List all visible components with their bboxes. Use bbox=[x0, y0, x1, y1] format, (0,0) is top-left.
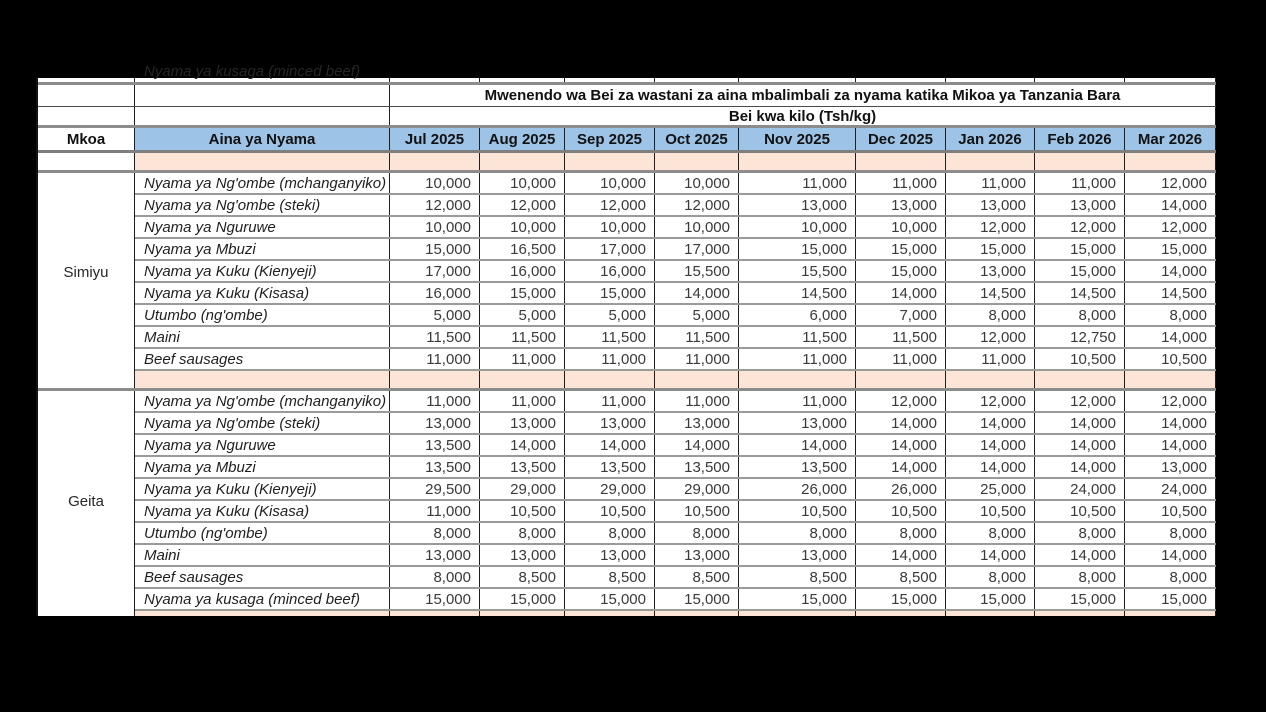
column-header-month[interactable]: Dec 2025 bbox=[856, 128, 946, 150]
price-cell[interactable]: 14,000 bbox=[565, 435, 655, 455]
price-cell[interactable]: 10,500 bbox=[856, 501, 946, 521]
price-cell[interactable]: 11,000 bbox=[390, 391, 480, 411]
meat-name-cell[interactable]: Nyama ya Mbuzi bbox=[135, 457, 390, 477]
price-cell[interactable]: 13,000 bbox=[390, 545, 480, 565]
price-cell[interactable]: 10,500 bbox=[946, 501, 1035, 521]
meat-name-cell[interactable]: Nyama ya Ng'ombe (mchanganyiko) bbox=[135, 173, 390, 193]
price-cell[interactable]: 15,000 bbox=[480, 283, 565, 303]
clipped-cell bbox=[1035, 78, 1125, 82]
price-cell[interactable]: 10,000 bbox=[655, 217, 739, 237]
price-cell[interactable]: 12,000 bbox=[1125, 391, 1216, 411]
price-cell[interactable]: 29,000 bbox=[480, 479, 565, 499]
spacer-region-cell bbox=[38, 371, 135, 388]
table-row bbox=[135, 523, 1216, 545]
price-cell[interactable]: 14,000 bbox=[946, 545, 1035, 565]
price-cell[interactable]: 15,000 bbox=[946, 239, 1035, 259]
price-cell[interactable]: 13,500 bbox=[565, 457, 655, 477]
table-title: Mwenendo wa Bei za wastani za aina mbalimbali za nyama katika Mikoa ya Tanzania Bara bbox=[390, 85, 1216, 106]
price-cell[interactable]: 15,000 bbox=[1035, 261, 1125, 281]
clipped-cell bbox=[1125, 611, 1216, 616]
price-cell[interactable]: 11,000 bbox=[739, 349, 856, 369]
meat-name-cell[interactable]: Nyama ya Nguruwe bbox=[135, 217, 390, 237]
price-cell[interactable]: 13,000 bbox=[565, 413, 655, 433]
price-cell[interactable]: 26,000 bbox=[856, 479, 946, 499]
price-cell[interactable]: 10,500 bbox=[655, 501, 739, 521]
price-cell[interactable]: 17,000 bbox=[655, 239, 739, 259]
price-cell[interactable]: 13,000 bbox=[480, 413, 565, 433]
price-cell[interactable]: 8,000 bbox=[1035, 523, 1125, 543]
price-cell[interactable]: 11,500 bbox=[856, 327, 946, 347]
price-cell[interactable]: 11,000 bbox=[946, 173, 1035, 193]
price-table bbox=[36, 63, 1216, 616]
price-cell[interactable]: 14,000 bbox=[739, 435, 856, 455]
price-cell[interactable]: 10,000 bbox=[390, 217, 480, 237]
clipped-region-cell bbox=[38, 78, 135, 82]
price-cell[interactable]: 8,000 bbox=[946, 523, 1035, 543]
spacer-cell bbox=[856, 371, 946, 388]
price-cell[interactable]: 13,000 bbox=[565, 545, 655, 565]
clipped-cell bbox=[856, 78, 946, 82]
price-cell[interactable]: 14,000 bbox=[1125, 413, 1216, 433]
price-cell[interactable]: 16,000 bbox=[480, 261, 565, 281]
price-cell[interactable]: 11,500 bbox=[655, 327, 739, 347]
price-cell[interactable]: 12,000 bbox=[946, 217, 1035, 237]
meat-name-cell[interactable]: Utumbo (ng'ombe) bbox=[135, 305, 390, 325]
spacer-cell bbox=[390, 153, 480, 170]
price-cell[interactable]: 8,500 bbox=[739, 567, 856, 587]
meat-name-cell[interactable]: Nyama ya Kuku (Kienyeji) bbox=[135, 261, 390, 281]
table-row bbox=[135, 501, 1216, 523]
spacer-cell bbox=[135, 153, 390, 170]
column-header-month[interactable]: Mar 2026 bbox=[1125, 128, 1216, 150]
price-cell[interactable]: 8,000 bbox=[390, 567, 480, 587]
price-cell[interactable]: 16,000 bbox=[565, 261, 655, 281]
clipped-cell bbox=[946, 78, 1035, 82]
price-cell[interactable]: 15,500 bbox=[739, 261, 856, 281]
spacer-cell bbox=[655, 153, 739, 170]
price-cell[interactable]: 14,000 bbox=[1125, 435, 1216, 455]
table-row bbox=[135, 305, 1216, 327]
price-cell[interactable]: 13,500 bbox=[390, 457, 480, 477]
price-cell[interactable]: 13,500 bbox=[390, 435, 480, 455]
price-cell[interactable]: 8,500 bbox=[480, 567, 565, 587]
spacer-cell bbox=[565, 153, 655, 170]
clipped-cell bbox=[390, 78, 480, 82]
price-cell[interactable]: 10,500 bbox=[1125, 349, 1216, 369]
price-cell[interactable]: 14,500 bbox=[1125, 283, 1216, 303]
price-cell[interactable]: 12,000 bbox=[1035, 391, 1125, 411]
price-cell[interactable]: 8,000 bbox=[856, 523, 946, 543]
price-cell[interactable]: 13,000 bbox=[655, 413, 739, 433]
price-cell[interactable]: 13,000 bbox=[739, 195, 856, 215]
spacer-region-cell bbox=[38, 153, 135, 170]
price-cell[interactable]: 12,000 bbox=[856, 391, 946, 411]
meat-name-cell[interactable]: Utumbo (ng'ombe) bbox=[135, 523, 390, 543]
price-cell[interactable]: 14,000 bbox=[1125, 545, 1216, 565]
price-cell[interactable]: 11,500 bbox=[390, 327, 480, 347]
price-cell[interactable]: 8,500 bbox=[565, 567, 655, 587]
clipped-cell bbox=[1125, 78, 1216, 82]
clipped-region-cell bbox=[38, 611, 135, 616]
price-cell[interactable]: 12,000 bbox=[655, 195, 739, 215]
clipped-row-bottom bbox=[38, 611, 1216, 616]
price-cell[interactable]: 13,500 bbox=[655, 457, 739, 477]
spacer-cell bbox=[1125, 153, 1216, 170]
spacer-row bbox=[38, 153, 1216, 173]
price-cell[interactable]: 14,500 bbox=[739, 283, 856, 303]
subtitle-row bbox=[38, 107, 1216, 128]
header-row bbox=[38, 128, 1216, 153]
price-cell[interactable]: 11,000 bbox=[856, 349, 946, 369]
price-cell[interactable]: 15,000 bbox=[390, 239, 480, 259]
region-rows bbox=[135, 173, 1216, 371]
price-cell[interactable]: 13,000 bbox=[856, 195, 946, 215]
clipped-cell bbox=[1035, 611, 1125, 616]
price-cell[interactable]: 10,000 bbox=[565, 217, 655, 237]
price-cell[interactable]: 14,000 bbox=[856, 435, 946, 455]
price-cell[interactable]: 5,000 bbox=[655, 305, 739, 325]
price-cell[interactable]: 12,000 bbox=[946, 327, 1035, 347]
price-cell[interactable]: 14,000 bbox=[856, 545, 946, 565]
price-cell[interactable]: 14,000 bbox=[856, 413, 946, 433]
price-cell[interactable]: 10,000 bbox=[655, 173, 739, 193]
price-cell[interactable]: 10,000 bbox=[390, 173, 480, 193]
column-header-month[interactable]: Aug 2025 bbox=[480, 128, 565, 150]
table-row bbox=[135, 217, 1216, 239]
price-cell[interactable]: 13,000 bbox=[946, 261, 1035, 281]
meat-name-cell[interactable]: Nyama ya Kuku (Kisasa) bbox=[135, 501, 390, 521]
price-cell[interactable]: 10,500 bbox=[565, 501, 655, 521]
price-cell[interactable]: 11,000 bbox=[655, 391, 739, 411]
spacer-row bbox=[38, 371, 1216, 391]
table-row bbox=[135, 239, 1216, 261]
price-cell[interactable]: 8,000 bbox=[1035, 305, 1125, 325]
price-cell[interactable]: 12,000 bbox=[390, 195, 480, 215]
price-cell[interactable]: 14,000 bbox=[946, 457, 1035, 477]
price-cell[interactable]: 15,000 bbox=[565, 589, 655, 609]
price-cell[interactable]: 8,000 bbox=[390, 523, 480, 543]
price-cell[interactable]: 15,000 bbox=[739, 589, 856, 609]
price-cell[interactable]: 11,000 bbox=[390, 349, 480, 369]
price-cell[interactable]: 14,000 bbox=[1125, 261, 1216, 281]
meat-name-cell[interactable]: Nyama ya Kuku (Kienyeji) bbox=[135, 479, 390, 499]
table-row bbox=[135, 349, 1216, 371]
table-row bbox=[135, 391, 1216, 413]
meat-name-cell[interactable]: Maini bbox=[135, 545, 390, 565]
price-cell[interactable]: 8,000 bbox=[1125, 305, 1216, 325]
empty-cell[interactable] bbox=[38, 85, 135, 106]
price-cell[interactable]: 15,000 bbox=[856, 261, 946, 281]
price-cell[interactable]: 10,500 bbox=[480, 501, 565, 521]
column-header-month[interactable]: Jul 2025 bbox=[390, 128, 480, 150]
clipped-row-top bbox=[38, 63, 1216, 85]
spacer-cell bbox=[946, 153, 1035, 170]
price-cell[interactable]: 13,000 bbox=[739, 545, 856, 565]
price-cell[interactable]: 25,000 bbox=[946, 479, 1035, 499]
spacer-cell bbox=[1035, 153, 1125, 170]
price-cell[interactable]: 24,000 bbox=[1035, 479, 1125, 499]
table-subtitle: Bei kwa kilo (Tsh/kg) bbox=[390, 107, 1216, 125]
price-cell[interactable]: 15,500 bbox=[655, 261, 739, 281]
table-row bbox=[135, 195, 1216, 217]
price-cell[interactable]: 5,000 bbox=[565, 305, 655, 325]
table-row bbox=[135, 173, 1216, 195]
column-header-month[interactable]: Nov 2025 bbox=[739, 128, 856, 150]
meat-name-cell[interactable]: Nyama ya Ng'ombe (steki) bbox=[135, 195, 390, 215]
price-cell[interactable]: 13,000 bbox=[1035, 195, 1125, 215]
spacer-cell bbox=[655, 371, 739, 388]
table-row bbox=[135, 589, 1216, 611]
clipped-cell bbox=[739, 611, 856, 616]
price-cell[interactable]: 8,000 bbox=[565, 523, 655, 543]
price-cell[interactable]: 8,000 bbox=[1035, 567, 1125, 587]
price-cell[interactable]: 15,000 bbox=[1035, 239, 1125, 259]
meat-name-cell[interactable]: Nyama ya Ng'ombe (steki) bbox=[135, 413, 390, 433]
clipped-cell bbox=[390, 611, 480, 616]
table-row bbox=[135, 567, 1216, 589]
table-row bbox=[135, 261, 1216, 283]
price-cell[interactable]: 10,000 bbox=[480, 173, 565, 193]
price-cell[interactable]: 26,000 bbox=[739, 479, 856, 499]
price-cell[interactable]: 8,000 bbox=[946, 305, 1035, 325]
price-cell[interactable]: 13,500 bbox=[739, 457, 856, 477]
spacer-cell bbox=[739, 371, 856, 388]
table-row bbox=[135, 283, 1216, 305]
price-cell[interactable]: 29,000 bbox=[565, 479, 655, 499]
price-cell[interactable]: 11,500 bbox=[565, 327, 655, 347]
price-cell[interactable]: 10,000 bbox=[856, 217, 946, 237]
price-cell[interactable]: 15,000 bbox=[856, 589, 946, 609]
meat-name-cell[interactable]: Beef sausages bbox=[135, 567, 390, 587]
price-cell[interactable]: 13,000 bbox=[1125, 457, 1216, 477]
price-cell[interactable]: 12,000 bbox=[480, 195, 565, 215]
meat-name-cell[interactable]: Beef sausages bbox=[135, 349, 390, 369]
price-cell[interactable]: 14,000 bbox=[856, 283, 946, 303]
price-cell[interactable]: 13,000 bbox=[655, 545, 739, 565]
meat-name-cell[interactable]: Nyama ya Nguruwe bbox=[135, 435, 390, 455]
meat-name-cell[interactable]: Maini bbox=[135, 327, 390, 347]
clipped-cell bbox=[946, 611, 1035, 616]
clipped-cell bbox=[565, 78, 655, 82]
price-cell[interactable]: 15,000 bbox=[1125, 239, 1216, 259]
price-cell[interactable]: 15,000 bbox=[856, 239, 946, 259]
meat-name-cell[interactable]: Nyama ya Mbuzi bbox=[135, 239, 390, 259]
price-cell[interactable]: 11,000 bbox=[565, 391, 655, 411]
price-cell[interactable]: 10,500 bbox=[1035, 349, 1125, 369]
price-cell[interactable]: 10,500 bbox=[1035, 501, 1125, 521]
price-cell[interactable]: 15,000 bbox=[655, 589, 739, 609]
price-cell[interactable]: 5,000 bbox=[390, 305, 480, 325]
spacer-cell bbox=[946, 371, 1035, 388]
clipped-cell bbox=[655, 611, 739, 616]
price-cell[interactable]: 11,500 bbox=[480, 327, 565, 347]
price-cell[interactable]: 5,000 bbox=[480, 305, 565, 325]
table-row bbox=[135, 413, 1216, 435]
price-cell[interactable]: 11,000 bbox=[856, 173, 946, 193]
price-cell[interactable]: 17,000 bbox=[565, 239, 655, 259]
price-cell[interactable]: 8,500 bbox=[655, 567, 739, 587]
price-cell[interactable]: 14,000 bbox=[1035, 413, 1125, 433]
price-cell[interactable]: 10,000 bbox=[480, 217, 565, 237]
price-cell[interactable]: 12,000 bbox=[1035, 217, 1125, 237]
price-cell[interactable]: 12,000 bbox=[1125, 217, 1216, 237]
table-row bbox=[135, 545, 1216, 567]
price-cell[interactable]: 15,000 bbox=[1035, 589, 1125, 609]
column-header-month[interactable]: Oct 2025 bbox=[655, 128, 739, 150]
price-cell[interactable]: 11,000 bbox=[739, 391, 856, 411]
column-header-month[interactable]: Sep 2025 bbox=[565, 128, 655, 150]
price-cell[interactable]: 15,000 bbox=[739, 239, 856, 259]
price-cell[interactable]: 11,000 bbox=[946, 349, 1035, 369]
clipped-cell bbox=[739, 78, 856, 82]
clipped-cell bbox=[565, 611, 655, 616]
empty-cell[interactable] bbox=[38, 107, 135, 125]
price-cell[interactable]: 12,750 bbox=[1035, 327, 1125, 347]
price-cell[interactable]: 8,500 bbox=[856, 567, 946, 587]
spacer-cell bbox=[135, 371, 390, 388]
price-cell[interactable]: 10,000 bbox=[565, 173, 655, 193]
price-cell[interactable]: 15,000 bbox=[565, 283, 655, 303]
price-cell[interactable]: 24,000 bbox=[1125, 479, 1216, 499]
clipped-meat-cell bbox=[135, 63, 390, 82]
price-cell[interactable]: 29,000 bbox=[655, 479, 739, 499]
price-cell[interactable]: 12,000 bbox=[1125, 173, 1216, 193]
price-cell[interactable]: 7,000 bbox=[856, 305, 946, 325]
price-cell[interactable]: 15,000 bbox=[390, 589, 480, 609]
title-row bbox=[38, 85, 1216, 107]
price-cell[interactable]: 15,000 bbox=[1125, 589, 1216, 609]
price-cell[interactable]: 8,000 bbox=[946, 567, 1035, 587]
meat-name-cell[interactable]: Nyama ya Ng'ombe (mchanganyiko) bbox=[135, 391, 390, 411]
price-cell[interactable]: 14,000 bbox=[480, 435, 565, 455]
price-cell[interactable]: 16,000 bbox=[390, 283, 480, 303]
spacer-cell bbox=[565, 371, 655, 388]
meat-name-cell[interactable]: Nyama ya kusaga (minced beef) bbox=[135, 589, 390, 609]
price-cell[interactable]: 14,000 bbox=[1125, 195, 1216, 215]
price-cell[interactable]: 13,000 bbox=[390, 413, 480, 433]
clipped-cell bbox=[135, 611, 390, 616]
price-cell[interactable]: 11,000 bbox=[480, 391, 565, 411]
spacer-cell bbox=[1125, 371, 1216, 388]
clipped-cell bbox=[856, 611, 946, 616]
clipped-cell bbox=[480, 611, 565, 616]
price-cell[interactable]: 11,000 bbox=[739, 173, 856, 193]
table-row bbox=[135, 435, 1216, 457]
table-row bbox=[135, 327, 1216, 349]
spacer-cell bbox=[1035, 371, 1125, 388]
price-cell[interactable]: 14,000 bbox=[1035, 545, 1125, 565]
spacer-cell bbox=[856, 153, 946, 170]
price-cell[interactable]: 14,000 bbox=[1035, 435, 1125, 455]
price-cell[interactable]: 11,000 bbox=[480, 349, 565, 369]
clipped-cell bbox=[480, 78, 565, 82]
region-label[interactable]: Geita bbox=[38, 391, 135, 611]
price-cell[interactable]: 10,000 bbox=[739, 217, 856, 237]
price-cell[interactable]: 14,000 bbox=[856, 457, 946, 477]
price-cell[interactable]: 10,500 bbox=[739, 501, 856, 521]
price-cell[interactable]: 17,000 bbox=[390, 261, 480, 281]
price-cell[interactable]: 12,000 bbox=[946, 391, 1035, 411]
price-cell[interactable]: 29,500 bbox=[390, 479, 480, 499]
spacer-cell bbox=[390, 371, 480, 388]
region-block bbox=[38, 173, 1216, 371]
price-cell[interactable]: 6,000 bbox=[739, 305, 856, 325]
price-cell[interactable]: 11,500 bbox=[739, 327, 856, 347]
price-cell[interactable]: 14,000 bbox=[1125, 327, 1216, 347]
spacer-cell bbox=[739, 153, 856, 170]
clipped-cell bbox=[655, 78, 739, 82]
empty-cell[interactable] bbox=[135, 107, 390, 125]
price-cell[interactable]: 13,000 bbox=[480, 545, 565, 565]
price-cell[interactable]: 8,000 bbox=[480, 523, 565, 543]
region-label[interactable]: Simiyu bbox=[38, 173, 135, 371]
table-row bbox=[135, 479, 1216, 501]
price-cell[interactable]: 15,000 bbox=[480, 589, 565, 609]
price-cell[interactable]: 8,000 bbox=[655, 523, 739, 543]
price-cell[interactable]: 13,000 bbox=[739, 413, 856, 433]
column-header-month[interactable]: Jan 2026 bbox=[946, 128, 1035, 150]
price-cell[interactable]: 13,000 bbox=[946, 195, 1035, 215]
price-cell[interactable]: 15,000 bbox=[946, 589, 1035, 609]
empty-cell[interactable] bbox=[135, 85, 390, 106]
price-cell[interactable]: 8,000 bbox=[1125, 523, 1216, 543]
price-cell[interactable]: 14,000 bbox=[946, 413, 1035, 433]
price-cell[interactable]: 14,000 bbox=[1035, 457, 1125, 477]
spacer-cell bbox=[480, 371, 565, 388]
column-header-meat[interactable]: Aina ya Nyama bbox=[135, 128, 390, 150]
price-cell[interactable]: 12,000 bbox=[565, 195, 655, 215]
price-cell[interactable]: 11,000 bbox=[655, 349, 739, 369]
region-block bbox=[38, 391, 1216, 611]
price-cell[interactable]: 8,000 bbox=[739, 523, 856, 543]
price-cell[interactable]: 14,000 bbox=[655, 283, 739, 303]
price-cell[interactable]: 14,000 bbox=[946, 435, 1035, 455]
price-cell[interactable]: 10,500 bbox=[1125, 501, 1216, 521]
price-cell[interactable]: 11,000 bbox=[1035, 173, 1125, 193]
price-cell[interactable]: 11,000 bbox=[565, 349, 655, 369]
price-cell[interactable]: 8,000 bbox=[1125, 567, 1216, 587]
price-cell[interactable]: 14,000 bbox=[655, 435, 739, 455]
column-header-region[interactable]: Mkoa bbox=[38, 128, 135, 150]
column-header-month[interactable]: Feb 2026 bbox=[1035, 128, 1125, 150]
price-cell[interactable]: 13,500 bbox=[480, 457, 565, 477]
clipped-text: Nyama ya kusaga (minced beef) bbox=[144, 63, 360, 80]
spacer-cell bbox=[480, 153, 565, 170]
price-cell[interactable]: 11,000 bbox=[390, 501, 480, 521]
table-row bbox=[135, 457, 1216, 479]
region-rows bbox=[135, 391, 1216, 611]
meat-name-cell[interactable]: Nyama ya Kuku (Kisasa) bbox=[135, 283, 390, 303]
price-cell[interactable]: 14,500 bbox=[946, 283, 1035, 303]
price-cell[interactable]: 16,500 bbox=[480, 239, 565, 259]
price-cell[interactable]: 14,500 bbox=[1035, 283, 1125, 303]
